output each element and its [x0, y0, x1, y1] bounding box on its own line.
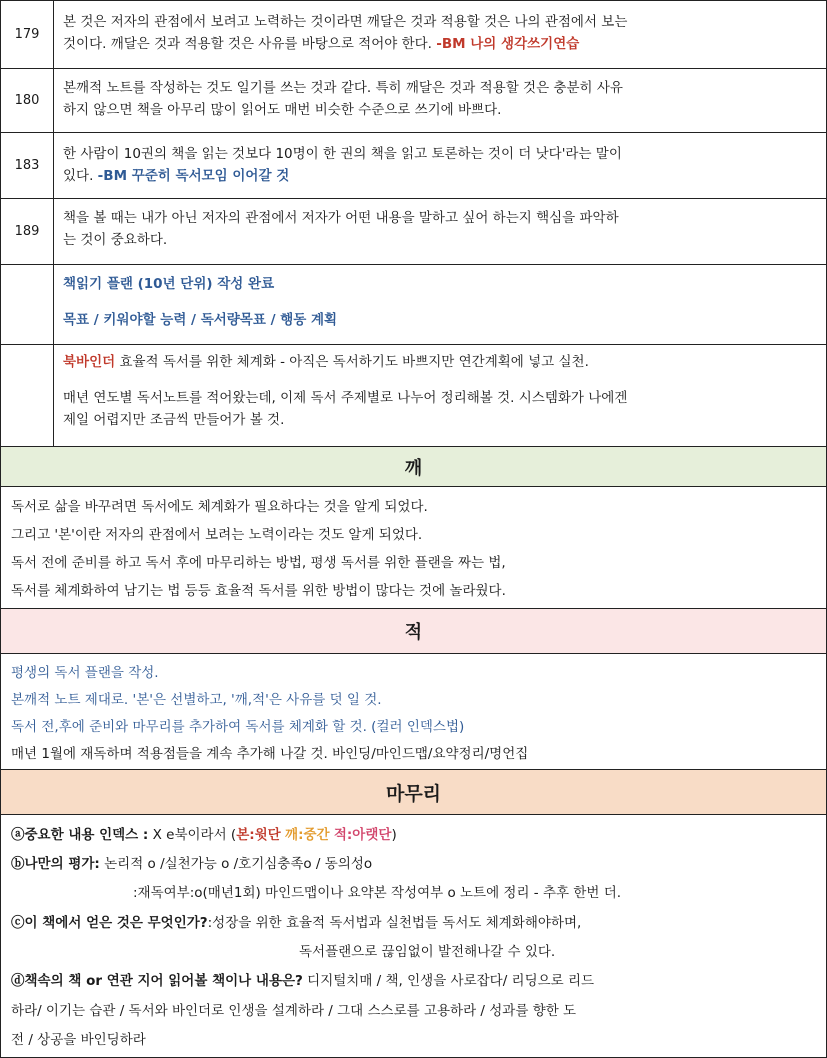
page-number: 183 — [1, 133, 54, 198]
section-header-finish: 마무리 — [1, 769, 826, 815]
quote-text: 책을 볼 때는 내가 아닌 저자의 관점에서 저자가 어떤 내용을 말하고 싶어 하는지 핵심을 파악하 는 것이 중요하다. — [63, 210, 619, 248]
page-number: 180 — [1, 69, 54, 132]
section-header-jeok: 적 — [1, 608, 826, 654]
table-row — [1, 345, 826, 447]
table-row — [1, 265, 826, 345]
finish-item-b: ⓑ나만의 평가: 논리적 o /실천가능 o /호기심충족o / 동의성o — [11, 856, 373, 872]
page-number: 179 — [1, 1, 54, 68]
page-number — [1, 265, 54, 344]
quote-text: 본깨적 노트를 작성하는 것도 일기를 쓰는 것과 같다. 특히 깨달은 것과 적용할 것은 충분히 사유 하지 않으면 책을 아무리 많이 읽어도 매번 비슷한 수준으로 쓰기에 바쁘다. — [63, 80, 623, 118]
bm-note: -BM 나의 생각쓰기연습 — [436, 36, 580, 52]
binder-text: 북바인더 효율적 독서를 위한 체계화 - 아직은 독서하기도 바쁘지만 연간계획에 넣고 실천. 매년 연도별 독서노트를 적어왔는데, 이제 독서 주제별로 나누어 정리해볼 것. 시스템화가 나에겐 제일 어렵지만 조금씩 만들어가 볼 것. — [63, 354, 628, 428]
finish-item-d: ⓓ책속의 책 or 연관 지어 읽어볼 책이나 내용은? 디지털치매 / 책, 인생을 사로잡다/ 리딩으로 리드 — [11, 973, 595, 989]
page-number — [1, 345, 54, 446]
finish-item-c: ⓒ이 책에서 얻은 것은 무엇인가?:성장을 위한 효율적 독서법과 실천법들 독서도 체계화해야하며, — [11, 915, 582, 931]
bm-note: -BM 꾸준히 독서모임 이어갈 것 — [97, 168, 290, 184]
table-row — [1, 69, 826, 133]
finish-item-a: ⓐ중요한 내용 인덱스 : X e북이라서 (본:윗단 깨:중간 적:아랫단) — [11, 827, 397, 843]
table-row — [1, 133, 826, 199]
section-header-kkae: 깨 — [1, 447, 826, 487]
quote-text: 한 사람이 10권의 책을 읽는 것보다 10명이 한 권의 책을 읽고 토론하는 것이 더 낫다'라는 말이 있다. -BM 꾸준히 독서모임 이어갈 것 — [63, 146, 622, 184]
plan-text: 책읽기 플랜 (10년 단위) 작성 완료 목표 / 키워야할 능력 / 독서량목표 / 행동 계획 — [63, 276, 338, 328]
table-row — [1, 1, 826, 69]
table-row — [1, 199, 826, 265]
reading-note-sheet: 179 본 것은 저자의 관점에서 보려고 노력하는 것이라면 깨달은 것과 적용할 것은 나의 관점에서 보는 것이다. 깨달은 것과 적용할 것은 사유를 바탕으로 적어야 한다. -BM 나의 생각쓰기연습 180 본깨적 노트를 작성하는 것도 일기를 쓰는 것과 같다. 특히 깨달은 것과 적용할 것은 충분히 사유 하지 않으면 책을 아무리 많이 읽어도 매번 비슷한 수준으로 쓰기에 바쁘다. 183 한 사람이 10권의 책을 읽는 것보다 10명이 한 권의 책을 읽고 토론하는 것이 더 낫다'라는 말이 있다. -BM 꾸준히 독서모임 이어갈 것 189 책을 볼 때는 내가 아닌 저자의 관점에서 저자가 어떤 내용을 말하고 싶어 하는지 핵심을 파악하 는 것이 중요하다. 책읽기 플랜 (10년 단위) 작성 완료 목표 / 키워야할 능력 / 독서량목표 / 행동 계획 북바인더 효율적 독서를 위한 체계화 - 아직은 독서하기도 바쁘지만 연간계획에 넣고 실천. 매년 연도별 독서노트를 적어왔는데, 이제 독서 주제별로 나누어 정리해볼 것. 시스템화가 나에겐 제일 어렵지만 조금씩 만들어가 볼 것. 깨 독서로 삶을 바꾸려면 독서에도 체계화가 필요하다는 것을 알게 되었다. 그리고 '본'이란 저자의 관점에서 보려는 노력이라는 것도 알게 되었다. 독서 전에 준비를 하고 독서 후에 마무리하는 방법, 평생 독서를 위한 플랜을 짜는 법, 독서를 체계화하여 남기는 법 등등 효율적 독서를 위한 방법이 많다는 것에 놀라웠다. 적 평생의 독서 플랜을 작성. 본깨적 노트 제대로. '본'은 선별하고, '깨,적'은 사유를 덧 일 것. 독서 전,후에 준비와 마무리를 추가하여 독서를 체계화 할 것. (컬러 인덱스법) 매년 1월에 재독하며 적용점들을 계속 추가해 나갈 것. 바인딩/마인드맵/요약정리/명언집 마무리 ⓐ중요한 내용 인덱스 : X e북이라서 (본:윗단 깨:중간 적:아랫단) ⓑ나만의 평가: 논리적 o /실천가능 o /호기심충족o / 동의성o :재독여부:o(매년1회) 마인드맵이나 요약본 작성여부 o 노트에 정리 - 추후 한번 더. ⓒ이 책에서 얻은 것은 무엇인가?:성장을 위한 효율적 독서법과 실천법들 독서도 체계화해야하며, 독서플랜으로 끊임없이 발전해나갈 수 있다. ⓓ책속의 책 or 연관 지어 읽어볼 책이나 내용은? 디지털치매 / 책, 인생을 사로잡다/ 리딩으로 리드 하라/ 이기는 습관 / 독서와 바인더로 인생을 설계하라 / 그대 스스로를 고용하라 / 성과를 향한 도 전 / 상공을 바인딩하라 — [0, 0, 827, 1058]
quote-text: 본 것은 저자의 관점에서 보려고 노력하는 것이라면 깨달은 것과 적용할 것은 나의 관점에서 보는 것이다. 깨달은 것과 적용할 것은 사유를 바탕으로 적어야 한다. -BM 나의 생각쓰기연습 — [63, 14, 628, 52]
page-number: 189 — [1, 199, 54, 264]
